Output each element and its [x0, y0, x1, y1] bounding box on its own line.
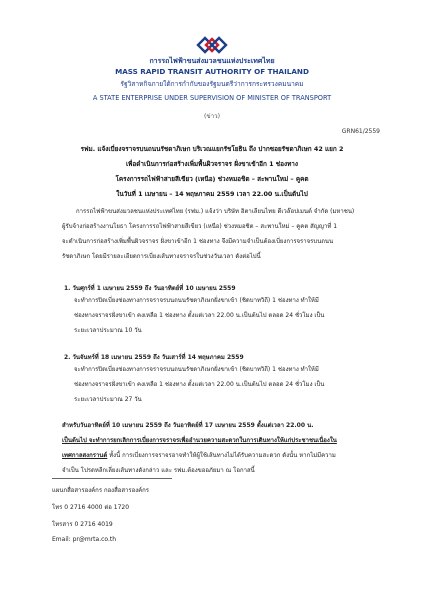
schedule-line: จะทำการปิดเบี่ยงช่องทางการจราจรบนถนนรัชดาภิเษกฝั่งขาเข้า (ชิดบาทวิถี) 1 ช่องทาง ทำให้มี	[74, 297, 319, 304]
schedule-item-heading: 1. วันศุกร์ที่ 1 เมษายน 2559 ถึง วันอาทิตย์ที่ 10 เมษายน 2559	[64, 285, 236, 292]
schedule-line: ระยะเวลาประมาณ 10 วัน	[74, 327, 142, 334]
title-line: เพื่อดำเนินการก่อสร้างเพิ่มพื้นผิวจราจร ฝั่งขาเข้าอีก 1 ช่องทาง	[125, 160, 298, 168]
intro-line: ผู้รับจ้างก่อสร้างงานโยธา โครงการรถไฟฟ้าสายสีเขียว (เหนือ) ช่วงหมอชิต – สะพานใหม่ – คูคต สัญญาที่ 1	[62, 223, 338, 230]
schedule-item	[64, 352, 384, 407]
contact-department: แผนกสื่อสารองค์กร กองสื่อสารองค์กร	[52, 487, 150, 494]
mrta-logo-icon	[196, 36, 228, 54]
schedule-line: จะทำการปิดเบี่ยงช่องทางการจราจรบนถนนรัชดาภิเษกฝั่งขาเข้า (ชิดบาทวิถี) 1 ช่องทาง ทำให้มี	[74, 366, 319, 373]
schedule-line: ระยะเวลาประมาณ 27 วัน	[74, 396, 142, 403]
contact-email: Email: pr@mrta.co.th	[52, 536, 117, 543]
title-line: รฟม. แจ้งเบี่ยงจราจรบนถนนรัชดาภิเษก บริเวณแยกรัชโยธิน ถึง ปากซอยรัชดาภิเษก 42 แยก 2	[80, 145, 344, 153]
org-subtitle-english: A STATE ENTERPRISE UNDER SUPERVISION OF MINISTER OF TRANSPORT	[92, 94, 332, 102]
songkran-notice	[62, 418, 384, 478]
org-name-english: MASS RAPID TRANSIT AUTHORITY OF THAILAND	[115, 67, 309, 76]
contact-phone: โทร 0 2716 4000 ต่อ 1720	[52, 504, 130, 511]
intro-line: การรถไฟฟ้าขนส่งมวลชนแห่งประเทศไทย (รฟม.) แจ้งว่า บริษัท อิตาเลียนไทย ดีเวล๊อปเมนต์ จำกัด (มหาชน)	[76, 208, 355, 215]
schedule-line: ช่องทางจราจรฝั่งขาเข้า คงเหลือ 1 ช่องทาง ตั้งแต่เวลา 22.00 น.เป็นต้นไป ตลอด 24 ชั่วโมง เป็น	[74, 312, 325, 319]
org-subtitle-thai: รัฐวิสาหกิจภายใต้การกำกับของรัฐมนตรีว่าการกระทรวงคมนาคม	[120, 80, 304, 88]
notice-underlined-text: เป็นต้นไป จะทำการยกเลิกการเบี่ยงการจราจรเพื่ออำนวยความสะดวกในการเดินทางให้แก่ประชาชนเนื่องใน	[62, 437, 337, 444]
contact-fax: โทรสาร 0 2716 4019	[52, 521, 113, 528]
document-type: (ข่าว)	[203, 113, 220, 120]
intro-line: จะดำเนินการก่อสร้างเพิ่มพื้นผิวจราจร ฝั่งขาเข้าอีก 1 ช่องทาง จึงมีความจำเป็นต้องเบี่ยงการจราจรบนถนน	[62, 238, 334, 245]
notice-text: ทั้งนี้ การเบี่ยงการจราจรอาจทำให้ผู้ใช้เส้นทางไม่ได้รับความสะดวก ดังนั้น หากไม่มีความ	[107, 452, 336, 459]
notice-text: จำเป็น โปรดหลีกเลี่ยงเส้นทางดังกล่าว และ รฟม.ต้องขออภัยมา ณ โอกาสนี้	[62, 467, 255, 474]
intro-line: รัชดาภิเษก โดยมีรายละเอียดการเบี่ยงเส้นทางจราจรในช่วงวันเวลา ดังต่อไปนี้	[62, 253, 261, 260]
notice-bold-text: สำหรับวันอาทิตย์ที่ 10 เมษายน 2559 ถึง วันอาทิตย์ที่ 17 เมษายน 2559 ตั้งแต่เวลา 22.00 น.	[62, 422, 314, 429]
notice-underlined-text: เทศกาลสงกรานต์	[62, 452, 108, 459]
schedule-item-body	[64, 293, 384, 338]
title-line: ในวันที่ 1 เมษายน – 14 พฤษภาคม 2559 เวลา 22.00 น.เป็นต้นไป	[116, 190, 308, 198]
reference-number: GRN61/2559	[341, 128, 380, 135]
schedule-item-heading: 2. วันจันทร์ที่ 18 เมษายน 2559 ถึง วันเสาร์ที่ 14 พฤษภาคม 2559	[64, 354, 244, 361]
title-line: โครงการรถไฟฟ้าสายสีเขียว (เหนือ) ช่วงหมอชิต – สะพานใหม่ – คูคต	[115, 175, 309, 183]
org-name-thai: การรถไฟฟ้าขนส่งมวลชนแห่งประเทศไทย	[149, 57, 275, 65]
schedule-line: ช่องทางจราจรฝั่งขาเข้า คงเหลือ 1 ช่องทาง ตั้งแต่เวลา 22.00 น.เป็นต้นไป ตลอด 24 ชั่วโมง เป็น	[74, 381, 325, 388]
intro-paragraph	[62, 204, 384, 264]
schedule-item-body	[64, 362, 384, 407]
schedule-item	[64, 283, 384, 338]
divider	[52, 478, 172, 479]
